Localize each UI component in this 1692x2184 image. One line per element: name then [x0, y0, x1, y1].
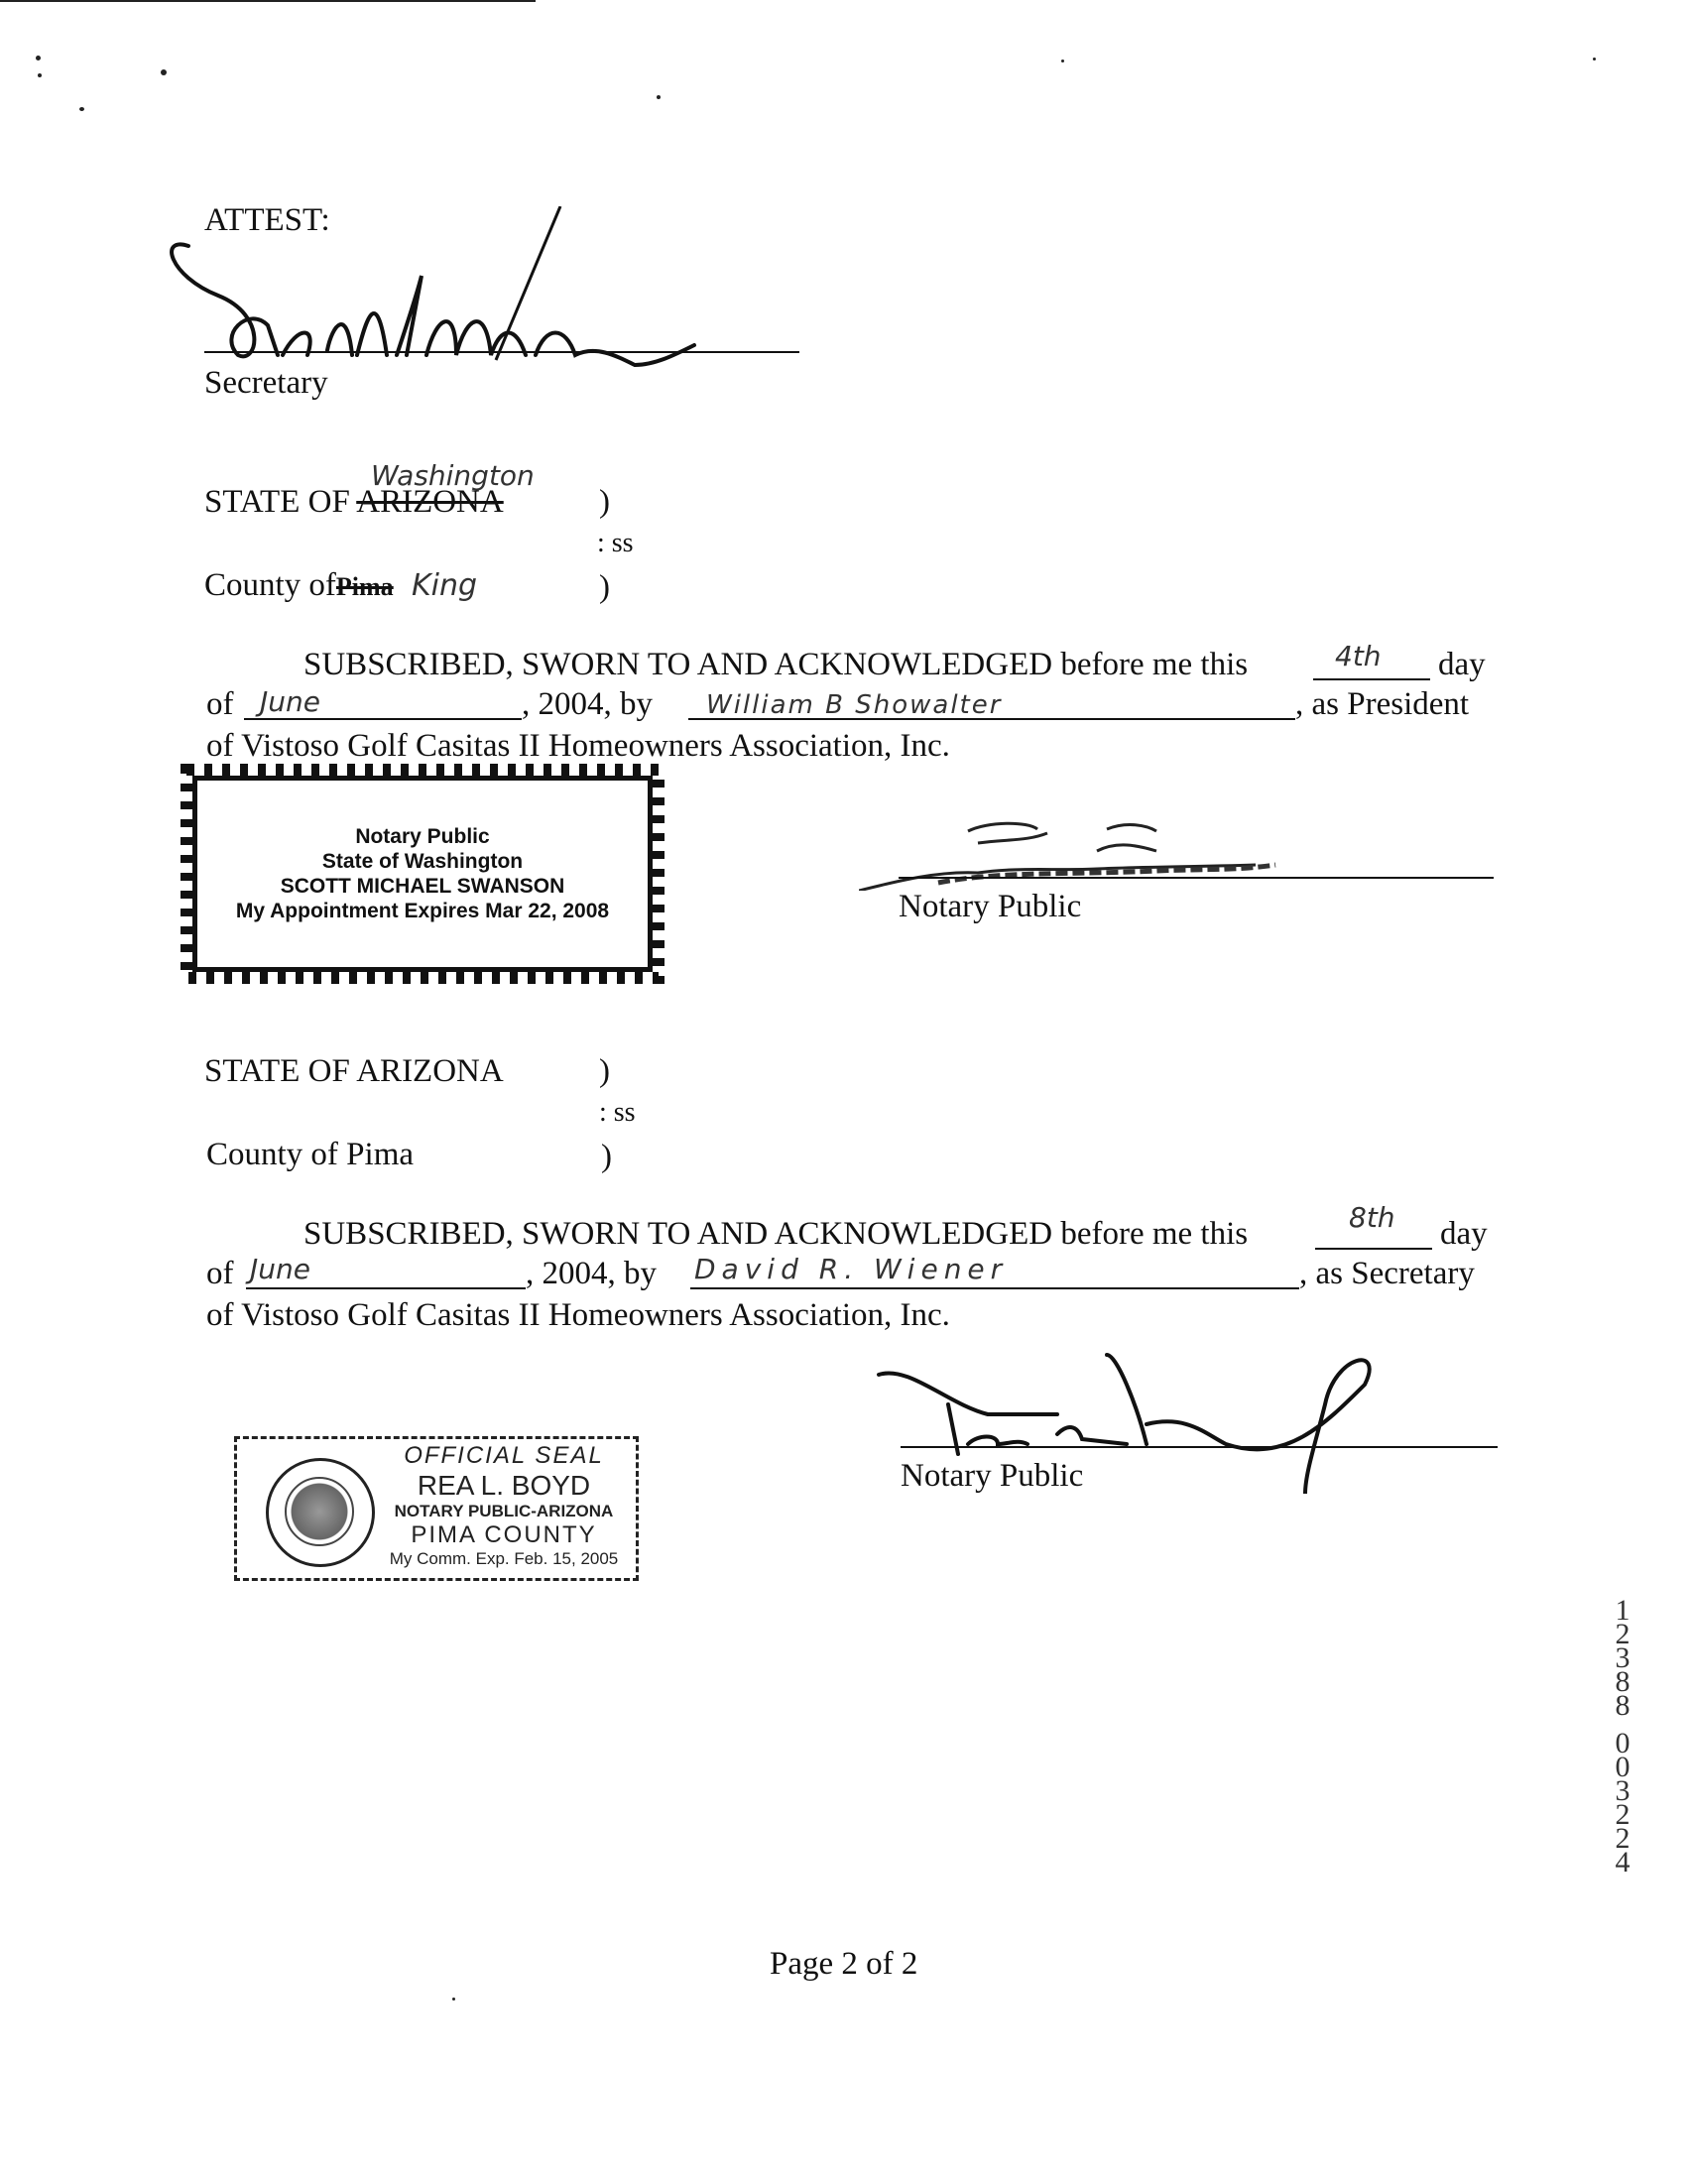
scan-speck — [161, 69, 167, 75]
subscribed-text: SUBSCRIBED, SWORN TO AND ACKNOWLEDGED before me this — [303, 647, 1249, 682]
scan-speck — [1593, 58, 1596, 61]
state-struck-text: ARIZONA — [356, 484, 504, 520]
seal-line-3: NOTARY PUBLIC-ARIZONA — [394, 1502, 614, 1520]
state-arizona: STATE OF ARIZONA — [204, 1053, 504, 1089]
state-prefix: STATE OF — [204, 484, 350, 520]
scan-speck — [36, 56, 41, 61]
secretary-signature-line — [204, 351, 799, 353]
year-by-text: , 2004, by — [522, 686, 653, 722]
stamp-line-4: My Appointment Expires Mar 22, 2008 — [235, 900, 610, 922]
paren-open-2: ) — [599, 1053, 610, 1089]
arizona-official-seal-stamp — [226, 1428, 647, 1589]
stamp-line-2: State of Washington — [321, 850, 524, 873]
recording-digit: 8 — [1615, 1665, 1631, 1698]
notary-signature-1 — [859, 811, 1315, 891]
as-role-text-2: , as Secretary — [1299, 1256, 1475, 1291]
notary-signature-line-2 — [901, 1446, 1498, 1448]
day-blank-line — [1313, 678, 1430, 680]
ss-marker: : ss — [597, 528, 634, 558]
year-by-text-2: , 2004, by — [526, 1256, 657, 1291]
state-line — [204, 486, 504, 519]
paren-open: ) — [599, 484, 610, 520]
recording-digit: 2 — [1615, 1618, 1631, 1650]
day-handwritten-2: 8th — [1349, 1201, 1395, 1234]
recording-digit: 2 — [1615, 1798, 1631, 1831]
of-word: of — [206, 686, 234, 722]
subscribed-text-2: SUBSCRIBED, SWORN TO AND ACKNOWLEDGED before me this — [303, 1216, 1249, 1252]
scan-speck — [79, 107, 84, 111]
of-word-2: of — [206, 1256, 234, 1291]
day-handwritten: 4th — [1335, 640, 1382, 672]
secretary-signature — [159, 202, 744, 385]
scan-edge-line — [0, 0, 536, 2]
month-handwritten-2: June — [250, 1253, 310, 1285]
month-handwritten: June — [260, 685, 320, 718]
day-blank-line-2 — [1315, 1248, 1432, 1250]
page-number: Page 2 of 2 — [770, 1946, 918, 1982]
seal-line-2: REA L. BOYD — [417, 1470, 591, 1501]
state-seal-emblem — [266, 1458, 375, 1567]
month-blank-line — [244, 718, 522, 720]
seal-line-1: OFFICIAL SEAL — [404, 1442, 604, 1469]
scan-speck — [452, 1998, 455, 2001]
notary-public-label-2: Notary Public — [901, 1458, 1084, 1494]
recording-digit: 1 — [1615, 1594, 1631, 1627]
name-blank-line-2 — [690, 1287, 1299, 1289]
day-word: day — [1438, 647, 1486, 682]
association-text-2: of Vistoso Golf Casitas II Homeowners Association, Inc. — [206, 1297, 950, 1333]
month-blank-line-2 — [246, 1287, 526, 1289]
county-pima: County of Pima — [206, 1137, 415, 1172]
stamp-line-1: Notary Public — [355, 825, 490, 848]
county-prefix: County of — [204, 567, 336, 603]
county-line — [204, 569, 477, 602]
scan-speck — [38, 73, 42, 77]
notary-signature-line-1 — [899, 877, 1494, 879]
county-handwritten: King — [411, 568, 478, 603]
stamp-inner — [192, 776, 653, 972]
washington-notary-stamp — [181, 764, 665, 984]
ss-marker-2: : ss — [599, 1097, 636, 1128]
attest-label: ATTEST: — [204, 202, 330, 238]
recording-digit: 3 — [1615, 1774, 1631, 1807]
state-handwritten-correction: Washington — [371, 459, 535, 492]
recording-digit: 8 — [1615, 1689, 1631, 1722]
seal-line-5: My Comm. Exp. Feb. 15, 2005 — [389, 1549, 619, 1568]
county-struck-text: Pima — [335, 572, 394, 601]
name-handwritten: William B Showalter — [706, 690, 1003, 720]
stamp-line-3: SCOTT MICHAEL SWANSON — [280, 875, 565, 898]
paren-close: ) — [599, 569, 610, 605]
notary-public-label-1: Notary Public — [899, 889, 1082, 924]
day-word-2: day — [1440, 1216, 1488, 1252]
scan-speck — [657, 95, 661, 99]
seal-text-block — [375, 1442, 633, 1569]
scan-speck — [1061, 60, 1064, 62]
recording-digit: 0 — [1615, 1727, 1631, 1759]
secretary-label: Secretary — [204, 365, 328, 401]
recording-digit: 3 — [1615, 1641, 1631, 1674]
recording-digit: 0 — [1615, 1751, 1631, 1783]
recording-number — [1603, 1594, 1642, 1879]
recording-digit: 4 — [1615, 1846, 1631, 1879]
as-role-text: , as President — [1295, 686, 1470, 722]
paren-close-2: ) — [601, 1139, 612, 1174]
name-handwritten-2: David R. Wiener — [694, 1253, 1009, 1285]
seal-line-4: PIMA COUNTY — [411, 1521, 597, 1548]
recording-digit: 2 — [1615, 1822, 1631, 1855]
association-text: of Vistoso Golf Casitas II Homeowners Association, Inc. — [206, 728, 950, 764]
